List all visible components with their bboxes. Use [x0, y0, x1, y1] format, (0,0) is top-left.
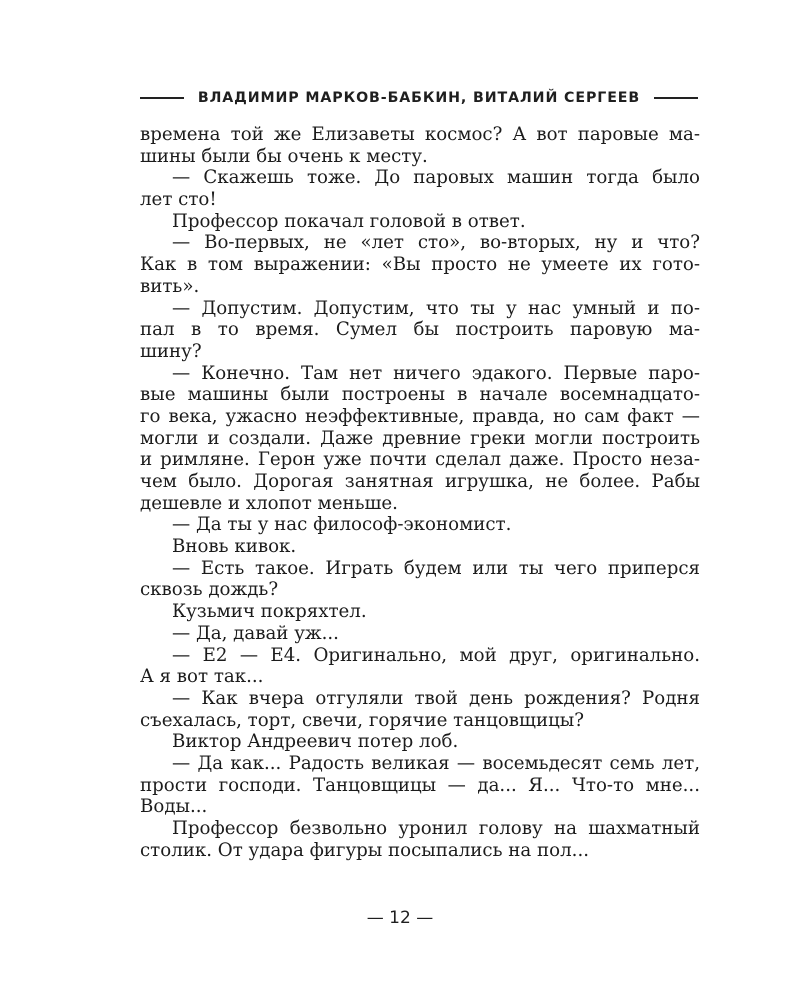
text-line: Вновь кивок. [172, 536, 297, 558]
text-line: — Да ты у нас философ-экономист. [172, 514, 512, 536]
text-line: Виктор Андреевич потер лоб. [172, 731, 459, 753]
text-line: Как в том выражении: «Вы просто не умеете их гото- [140, 254, 700, 276]
text-line: вые машины были построены в начале восемнадцато- [140, 384, 700, 406]
running-header-title: ВЛАДИМИР МАРКОВ-БАБКИН, ВИТАЛИЙ СЕРГЕЕВ [197, 90, 641, 106]
text-line: — Допустим. Допустим, что ты у нас умный и по- [172, 297, 700, 319]
text-line: шину? [140, 340, 202, 362]
text-line: дешевле и хлопот меньше. [140, 492, 398, 514]
text-line: вить». [140, 275, 200, 297]
page-body [140, 124, 700, 861]
header-rule-left [140, 97, 184, 99]
text-line: пал в то время. Сумел бы построить паровую ма- [140, 319, 700, 341]
text-line: чем было. Дорогая занятная игрушка, не более. Рабы [140, 471, 700, 492]
text-line: Кузьмич покряхтел. [172, 601, 367, 623]
text-line: столик. От удара фигуры посыпались на пол... [140, 839, 590, 861]
text-line: могли и создали. Даже древние греки могли построить [140, 427, 700, 449]
text-line: — Да как... Радость великая — восемьдесят семь лет, [172, 752, 700, 774]
text-line: — Да, давай уж... [172, 622, 339, 644]
text-line: и римляне. Герон уже почти сделал даже. Просто неза- [140, 449, 700, 471]
text-line: лет сто! [140, 189, 217, 211]
text-line: съехалась, торт, свечи, горячие танцовщицы? [140, 709, 584, 731]
text-line: — Е2 — Е4. Оригинально, мой друг, оригинально. [172, 644, 700, 666]
text-line: прости господи. Танцовщицы — да... Я... Что-то мне... [140, 774, 700, 796]
running-header [140, 86, 698, 110]
text-line: Профессор безвольно уронил голову на шахматный [172, 818, 700, 839]
text-line: — Скажешь тоже. До паровых машин тогда было [172, 167, 700, 189]
text-line: Воды... [140, 796, 208, 818]
text-line: — Как вчера отгуляли твой день рождения? Родня [172, 687, 700, 709]
text-line: времена той же Елизаветы космос? А вот паровые ма- [140, 124, 700, 145]
header-rule-right [654, 97, 698, 99]
page-number: — 12 — [366, 908, 434, 928]
text-line: — Во-первых, не «лет сто», во-вторых, ну и что? [172, 232, 700, 254]
text-line: А я вот так... [140, 666, 264, 688]
text-line: го века, ужасно неэффективные, правда, но сам факт — [140, 405, 700, 427]
text-line: шины были бы очень к месту. [140, 145, 428, 167]
text-line: — Есть такое. Играть будем или ты чего приперся [172, 557, 700, 579]
text-line: сквозь дождь? [140, 579, 279, 601]
text-line: — Конечно. Там нет ничего эдакого. Первые паро- [172, 362, 700, 384]
text-line: Профессор покачал головой в ответ. [172, 210, 526, 232]
